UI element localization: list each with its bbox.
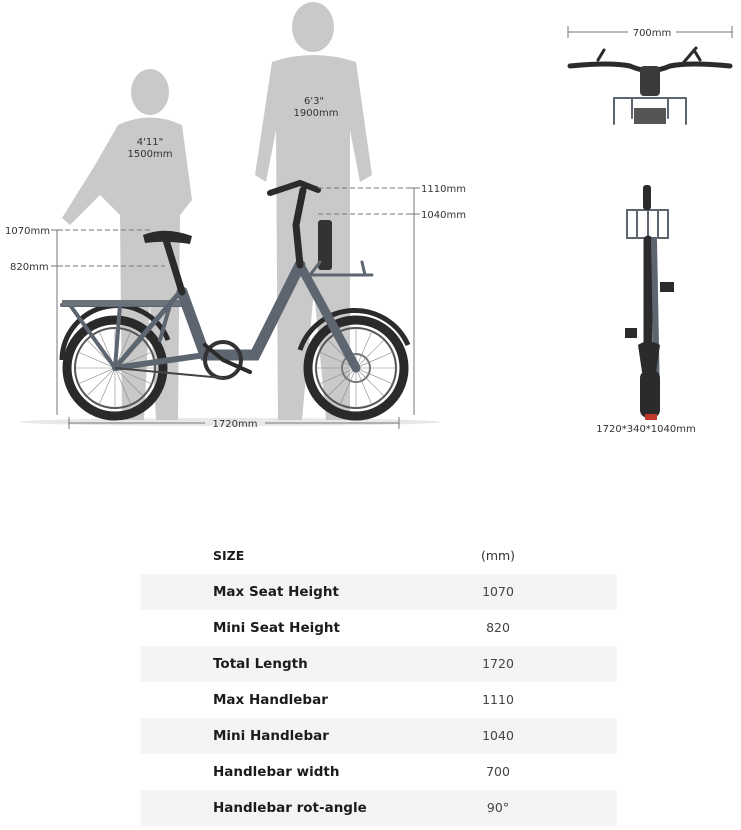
tall-person-height-ft: 6'3": [303, 96, 325, 107]
row-label: Handlebar width: [213, 764, 340, 780]
row-label: Max Seat Height: [213, 584, 339, 600]
table-row: [141, 574, 617, 610]
dim-folded-size: 1720*340*1040mm: [596, 424, 696, 435]
table-row: [141, 646, 617, 682]
row-value: 1720: [482, 656, 514, 671]
dim-max-handlebar: 1110mm: [421, 184, 466, 195]
table-header-row: [141, 538, 617, 574]
table-row: [141, 718, 617, 754]
dim-min-seat: 820mm: [10, 262, 49, 273]
row-label: Mini Seat Height: [213, 620, 340, 636]
dim-min-handlebar: 1040mm: [421, 210, 466, 221]
handlebar-top-view: [568, 24, 732, 124]
table-header-unit: (mm): [480, 548, 516, 563]
row-value: 1070: [482, 584, 514, 599]
bike-side-view: [62, 183, 408, 416]
table-row: [141, 754, 617, 790]
tall-person-height-mm: 1900mm: [293, 108, 339, 119]
row-label: Mini Handlebar: [213, 728, 329, 744]
dim-max-seat: 1070mm: [5, 226, 50, 237]
short-person-height-mm: 1500mm: [127, 149, 173, 160]
size-table: [141, 538, 617, 826]
bike-front-view: [625, 185, 674, 420]
short-person-height-ft: 4'11": [136, 137, 164, 148]
dim-total-length: 1720mm: [212, 419, 258, 430]
table-row: [141, 682, 617, 718]
table-row: [141, 610, 617, 646]
row-label: Max Handlebar: [213, 692, 328, 708]
row-label: Handlebar rot-angle: [213, 800, 367, 816]
row-value: 90°: [486, 800, 510, 815]
table-row: [141, 790, 617, 826]
row-label: Total Length: [213, 656, 308, 672]
row-value: 820: [486, 620, 510, 635]
table-header-label: SIZE: [213, 548, 245, 563]
row-value: 1110: [482, 692, 514, 707]
dim-handlebar-width: 700mm: [632, 28, 672, 39]
row-value: 700: [486, 764, 510, 779]
row-value: 1040: [482, 728, 514, 743]
